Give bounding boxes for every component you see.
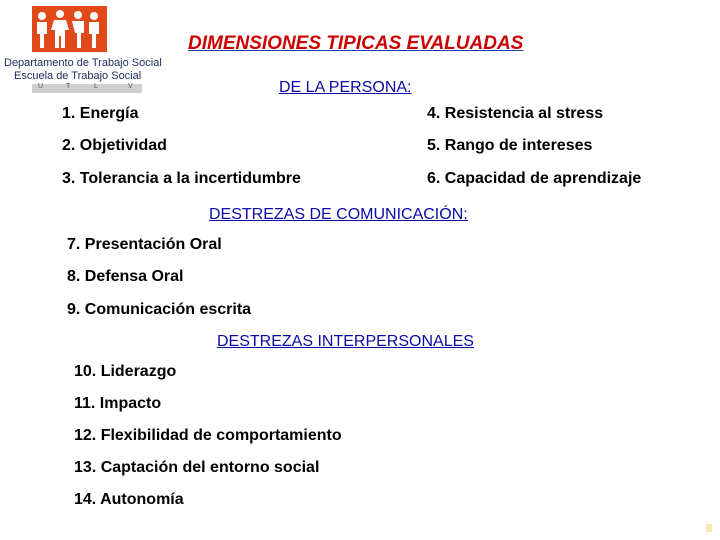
logo-bar-letter: V [128, 83, 133, 90]
list-item: 10. Liderazgo [74, 363, 177, 380]
logo-bar-letter: T [66, 83, 71, 90]
list-item: 4. Resistencia al stress [427, 105, 604, 122]
list-item: 3. Tolerancia a la incertidumbre [62, 170, 301, 187]
list-item: 11. Impacto [74, 395, 162, 412]
list-item: 5. Rango de intereses [427, 137, 593, 154]
section-heading-interpersonales: DESTREZAS INTERPERSONALES [217, 333, 474, 350]
list-item: 2. Objetividad [62, 137, 167, 154]
corner-mark [706, 524, 712, 532]
list-item: 1. Energía [62, 105, 139, 122]
page-title: DIMENSIONES TIPICAS EVALUADAS [188, 33, 524, 54]
logo-bar [32, 84, 142, 93]
logo-figures-icon [32, 6, 107, 52]
list-item: 14. Autonomía [74, 491, 184, 508]
logo-bar-letter: U [38, 83, 44, 90]
section-heading-persona: DE LA PERSONA: [279, 79, 412, 96]
list-item: 12. Flexibilidad de comportamiento [74, 427, 342, 444]
list-item: 13. Captación del entorno social [74, 459, 320, 476]
list-item: 6. Capacidad de aprendizaje [427, 170, 642, 187]
department-logo [2, 4, 162, 96]
list-item: 7. Presentación Oral [67, 236, 222, 253]
logo-line-1: Departamento de Trabajo Social [4, 57, 162, 69]
logo-line-2: Escuela de Trabajo Social [14, 70, 142, 82]
list-item: 9. Comunicación escrita [67, 301, 252, 318]
list-item: 8. Defensa Oral [67, 268, 184, 285]
logo-bar-letter: L [94, 83, 98, 90]
section-heading-comunicacion: DESTREZAS DE COMUNICACIÓN: [209, 206, 468, 223]
